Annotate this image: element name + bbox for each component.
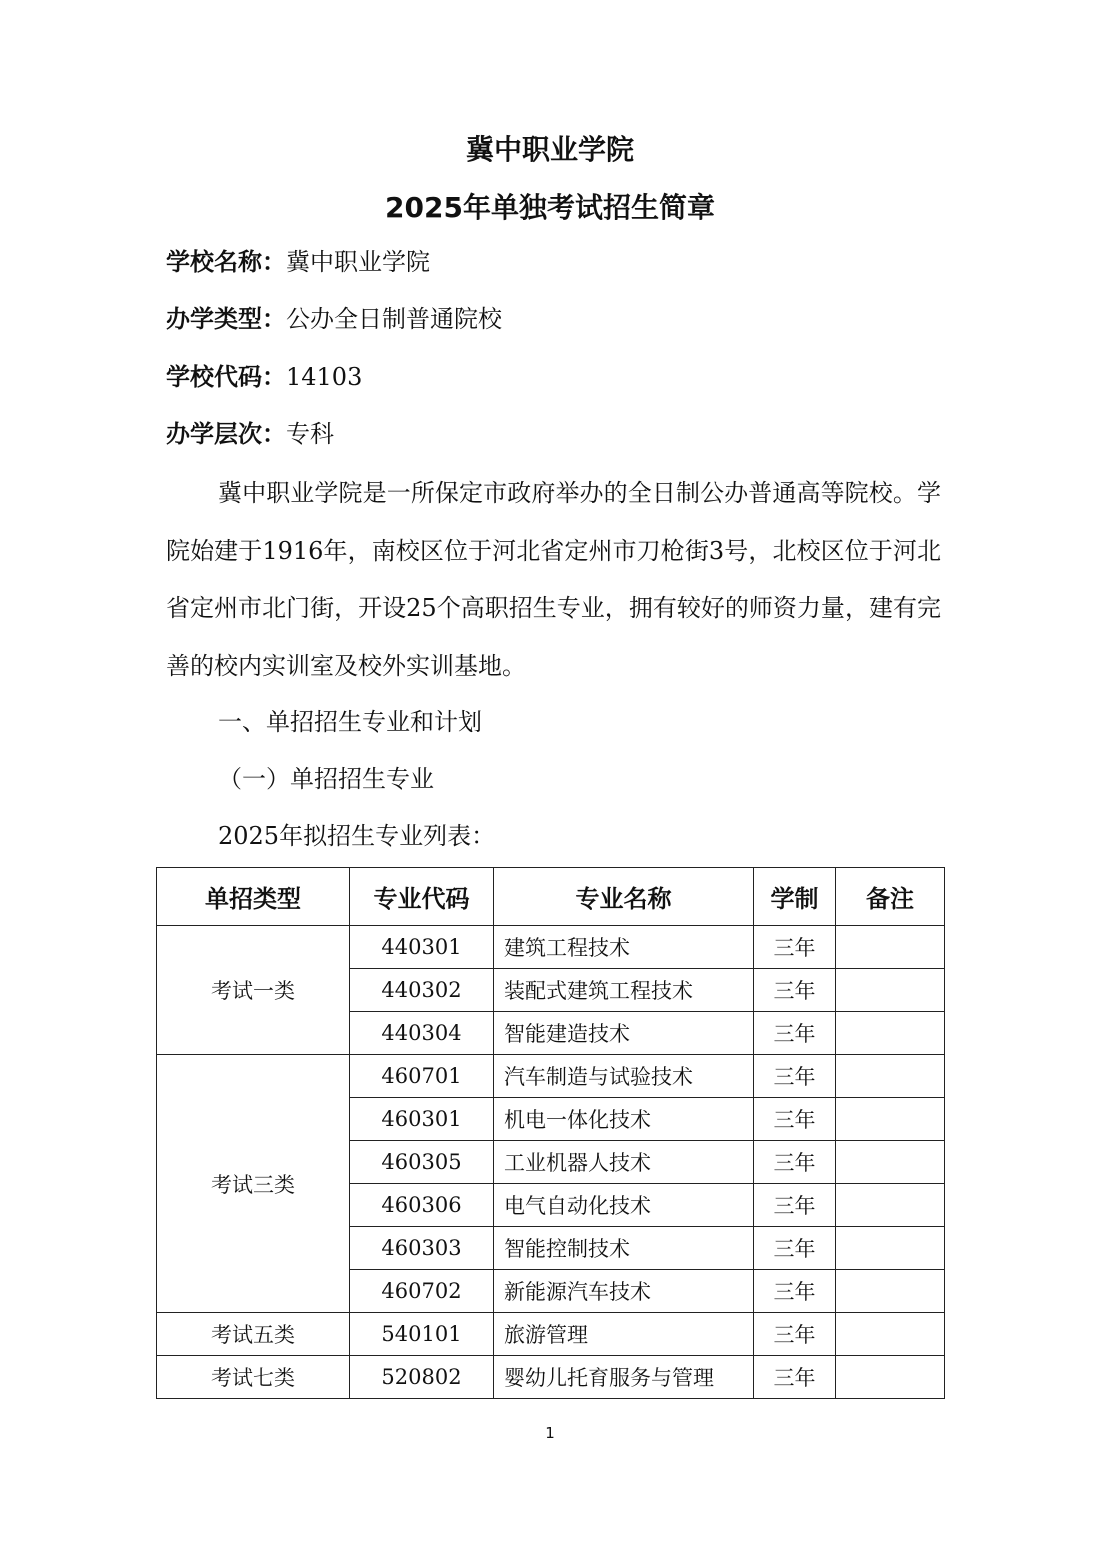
info-school-code <box>166 359 362 395</box>
major-name-cell: 电气自动化技术 <box>494 1184 754 1227</box>
major-name-cell: 装配式建筑工程技术 <box>494 969 754 1012</box>
duration-cell: 三年 <box>754 969 836 1012</box>
major-name-cell: 新能源汽车技术 <box>494 1270 754 1313</box>
major-name-cell: 机电一体化技术 <box>494 1098 754 1141</box>
major-name-cell: 智能建造技术 <box>494 1012 754 1055</box>
note-cell <box>836 1184 945 1227</box>
section-heading: 一、单招招生专业和计划 <box>218 708 482 736</box>
info-label: 办学层次： <box>166 420 286 448</box>
code-cell: 460303 <box>350 1227 494 1270</box>
code-cell: 460301 <box>350 1098 494 1141</box>
info-label: 办学类型： <box>166 305 286 333</box>
category-cell: 考试七类 <box>157 1356 350 1399</box>
code-cell: 540101 <box>350 1313 494 1356</box>
code-cell: 460306 <box>350 1184 494 1227</box>
major-name-cell: 工业机器人技术 <box>494 1141 754 1184</box>
major-name-cell: 汽车制造与试验技术 <box>494 1055 754 1098</box>
note-cell <box>836 1012 945 1055</box>
document-title-school: 冀中职业学院 <box>465 133 634 166</box>
note-cell <box>836 969 945 1012</box>
intro-paragraph: 冀中职业学院是一所保定市政府举办的全日制公办普通高等院校。学院始建于1916年，南校区位于河北省定州市刀枪街3号，北校区位于河北省定州市北门街，开设25个高职招生专业，拥有较好的师资力量，建有完善的校内实训室及校外实训基地。 <box>166 479 941 680</box>
header-duration: 学制 <box>754 868 836 926</box>
subsection-heading: （一）单招招生专业 <box>218 765 434 793</box>
code-cell: 440301 <box>350 926 494 969</box>
table-header-row <box>157 868 945 926</box>
major-name-cell: 婴幼儿托育服务与管理 <box>494 1356 754 1399</box>
info-school-name <box>166 244 430 280</box>
table-caption: 2025年拟招生专业列表： <box>218 822 496 850</box>
code-cell: 440304 <box>350 1012 494 1055</box>
duration-cell: 三年 <box>754 1184 836 1227</box>
code-cell: 520802 <box>350 1356 494 1399</box>
page-number: 1 <box>545 1424 555 1442</box>
code-cell: 460305 <box>350 1141 494 1184</box>
note-cell <box>836 1270 945 1313</box>
info-value: 14103 <box>286 363 363 391</box>
category-cell: 考试三类 <box>157 1055 350 1313</box>
note-cell <box>836 926 945 969</box>
table-row <box>157 926 945 969</box>
table-row <box>157 1313 945 1356</box>
major-name-cell: 旅游管理 <box>494 1313 754 1356</box>
code-cell: 460701 <box>350 1055 494 1098</box>
table-row <box>157 1356 945 1399</box>
header-category: 单招类型 <box>157 868 350 926</box>
category-cell: 考试一类 <box>157 926 350 1055</box>
duration-cell: 三年 <box>754 1313 836 1356</box>
duration-cell: 三年 <box>754 1141 836 1184</box>
note-cell <box>836 1227 945 1270</box>
note-cell <box>836 1356 945 1399</box>
info-value: 专科 <box>286 420 334 448</box>
header-name: 专业名称 <box>494 868 754 926</box>
note-cell <box>836 1055 945 1098</box>
note-cell <box>836 1313 945 1356</box>
majors-table <box>156 867 945 1399</box>
major-name-cell: 建筑工程技术 <box>494 926 754 969</box>
info-label: 学校代码： <box>166 363 286 391</box>
table-row <box>157 1055 945 1098</box>
duration-cell: 三年 <box>754 926 836 969</box>
duration-cell: 三年 <box>754 1227 836 1270</box>
code-cell: 440302 <box>350 969 494 1012</box>
header-note: 备注 <box>836 868 945 926</box>
duration-cell: 三年 <box>754 1270 836 1313</box>
duration-cell: 三年 <box>754 1012 836 1055</box>
note-cell <box>836 1141 945 1184</box>
info-school-type <box>166 301 502 337</box>
info-value: 公办全日制普通院校 <box>286 305 502 333</box>
duration-cell: 三年 <box>754 1055 836 1098</box>
duration-cell: 三年 <box>754 1098 836 1141</box>
duration-cell: 三年 <box>754 1356 836 1399</box>
info-label: 学校名称： <box>166 248 286 276</box>
major-name-cell: 智能控制技术 <box>494 1227 754 1270</box>
category-cell: 考试五类 <box>157 1313 350 1356</box>
info-school-level <box>166 416 334 452</box>
document-title-brochure: 2025年单独考试招生简章 <box>385 191 715 224</box>
header-code: 专业代码 <box>350 868 494 926</box>
note-cell <box>836 1098 945 1141</box>
code-cell: 460702 <box>350 1270 494 1313</box>
info-value: 冀中职业学院 <box>286 248 430 276</box>
